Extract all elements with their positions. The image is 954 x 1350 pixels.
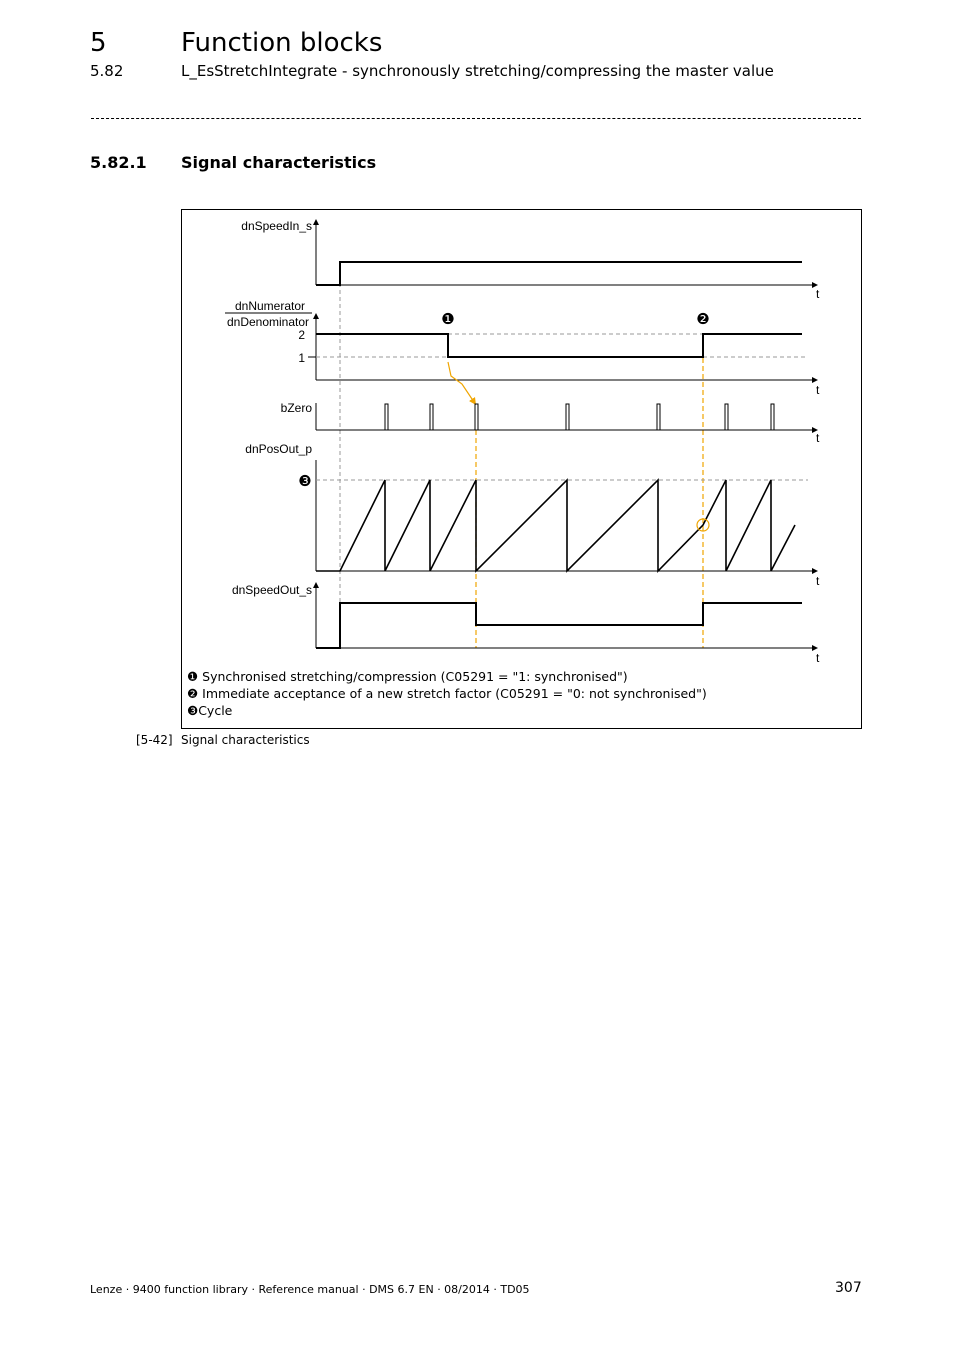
pos-out-trace bbox=[316, 480, 795, 571]
bzero-pulse bbox=[475, 404, 478, 430]
marker-1: ❶ bbox=[441, 310, 455, 328]
subsection-number: 5.82.1 bbox=[90, 153, 147, 172]
bzero-pulse bbox=[566, 404, 569, 430]
bzero-t-label: t bbox=[816, 431, 820, 445]
page-number: 307 bbox=[835, 1280, 862, 1296]
bzero-label: bZero bbox=[280, 401, 312, 415]
legend-item-1: ❶ Synchronised stretching/compression (C05291 = "1: synchronised") bbox=[187, 669, 628, 684]
legend-item-3: ❸Cycle bbox=[187, 703, 233, 718]
section-number: 5.82 bbox=[90, 62, 124, 80]
marker-3: ❸ bbox=[298, 472, 312, 490]
legend-item-2: ❷ Immediate acceptance of a new stretch factor (C05291 = "0: not synchronised") bbox=[187, 686, 707, 701]
speed-in-label: dnSpeedIn_s bbox=[241, 219, 312, 233]
bzero-pulse bbox=[771, 404, 774, 430]
speed-out-t-label: t bbox=[816, 651, 820, 665]
bzero-pulse bbox=[385, 404, 388, 430]
section-title: L_EsStretchIntegrate - synchronously stretching/compressing the master value bbox=[181, 62, 774, 80]
speed-in-t-label: t bbox=[816, 287, 820, 301]
numerator-label: dnNumerator bbox=[234, 299, 306, 313]
denominator-label: dnDenominator bbox=[226, 315, 310, 329]
speed-out-trace bbox=[316, 603, 802, 648]
marker-2: ❷ bbox=[696, 310, 710, 328]
figure-caption: Signal characteristics bbox=[181, 733, 310, 747]
pos-out-label: dnPosOut_p bbox=[245, 442, 312, 456]
sync-arrow bbox=[448, 362, 474, 402]
ratio-level-2: 2 bbox=[298, 328, 305, 342]
ratio-trace bbox=[316, 334, 802, 357]
bzero-pulse bbox=[430, 404, 433, 430]
ratio-t-label: t bbox=[816, 383, 820, 397]
subsection-title: Signal characteristics bbox=[181, 153, 377, 172]
chapter-number: 5 bbox=[90, 28, 107, 58]
chapter-title: Function blocks bbox=[181, 28, 383, 58]
pos-out-t-label: t bbox=[816, 574, 820, 588]
footer-text: Lenze · 9400 function library · Reference manual · DMS 6.7 EN · 08/2014 · TD05 bbox=[90, 1283, 530, 1296]
bzero-pulse bbox=[725, 404, 728, 430]
bzero-pulse bbox=[657, 404, 660, 430]
bzero-pulses bbox=[385, 404, 774, 430]
speed-out-label: dnSpeedOut_s bbox=[231, 583, 312, 597]
figure-number: [5-42] bbox=[136, 733, 173, 747]
ratio-level-1: 1 bbox=[298, 351, 305, 365]
speed-in-trace bbox=[316, 262, 802, 285]
